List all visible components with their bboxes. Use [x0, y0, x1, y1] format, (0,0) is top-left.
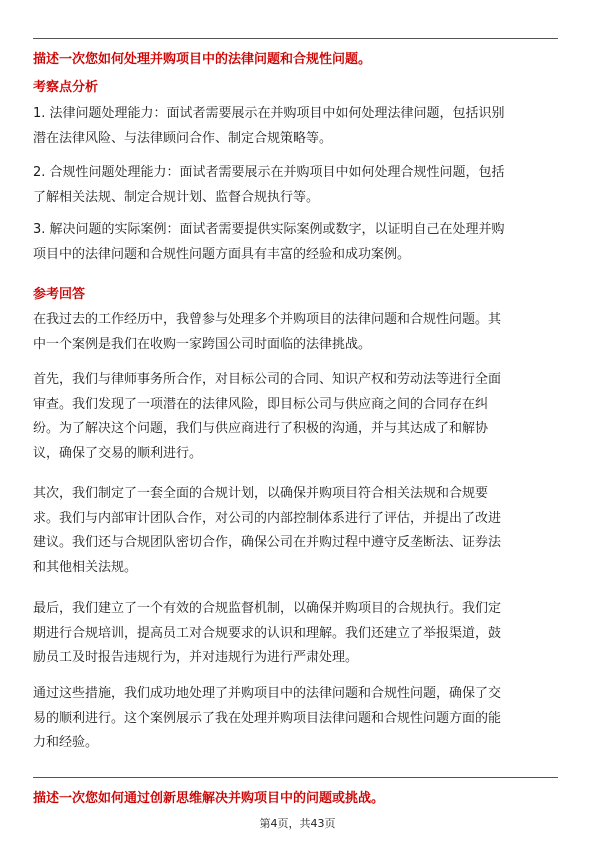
analysis-point: 3. 解决问题的实际案例：面试者需要提供实际案例或数字，以证明自己在处理并购 项目中的法律问题和合规性问题方面具有丰富的经验和成功案例。	[33, 222, 505, 262]
answer-paragraph: 最后，我们建立了一个有效的合规监督机制，以确保并购项目的合规执行。我们定 期进行合规培训，提高员工对合规要求的认识和理解。我们还建立了举报渠道，鼓 励员工及时报告违规行为，并对违规行为进行严肃处理。	[33, 601, 502, 666]
answer-paragraph: 首先，我们与律师事务所合作，对目标公司的合同、知识产权和劳动法等进行全面 审查。我们发现了一项潜在的法律风险，即目标公司与供应商之间的合同存在纠 纷。为了解决这个问题，我们与供应商进行了积极的沟通，并与其达成了和解协 议，确保了交易的顺利进行。	[33, 372, 502, 461]
page-number: 第4页，共43页	[259, 817, 336, 830]
next-question-title: 描述一次您如何通过创新思维解决并购项目中的问题或挑战。	[33, 791, 385, 806]
analysis-point: 2. 合规性问题处理能力：面试者需要展示在并购项目中如何处理合规性问题，包括 了解相关法规、制定合规计划、监督合规执行等。	[33, 165, 505, 205]
bottom-divider	[33, 777, 558, 778]
top-divider	[33, 38, 558, 39]
analysis-heading: 考察点分析	[33, 80, 99, 95]
analysis-point: 1. 法律问题处理能力：面试者需要展示在并购项目中如何处理法律问题，包括识别 潜在法律风险、与法律顾问合作、制定合规策略等。	[33, 106, 505, 146]
answer-paragraph: 通过这些措施，我们成功地处理了并购项目中的法律问题和合规性问题，确保了交 易的顺利进行。这个案例展示了我在处理并购项目法律问题和合规性问题方面的能 力和经验。	[33, 686, 502, 751]
answer-heading: 参考回答	[33, 287, 86, 302]
answer-paragraph: 其次，我们制定了一套全面的合规计划，以确保并购项目符合相关法规和合规要 求。我们与内部审计团队合作，对公司的内部控制体系进行了评估，并提出了改进 建议。我们还与合规团队密切合作，确保公司在并购过程中遵守反垄断法、证券法 和其他相关法规。	[33, 486, 502, 575]
question-title: 描述一次您如何处理并购项目中的法律问题和合规性问题。	[33, 52, 372, 67]
answer-paragraph: 在我过去的工作经历中，我曾参与处理多个并购项目的法律问题和合规性问题。其 中一个案例是我们在收购一家跨国公司时面临的法律挑战。	[33, 312, 502, 352]
